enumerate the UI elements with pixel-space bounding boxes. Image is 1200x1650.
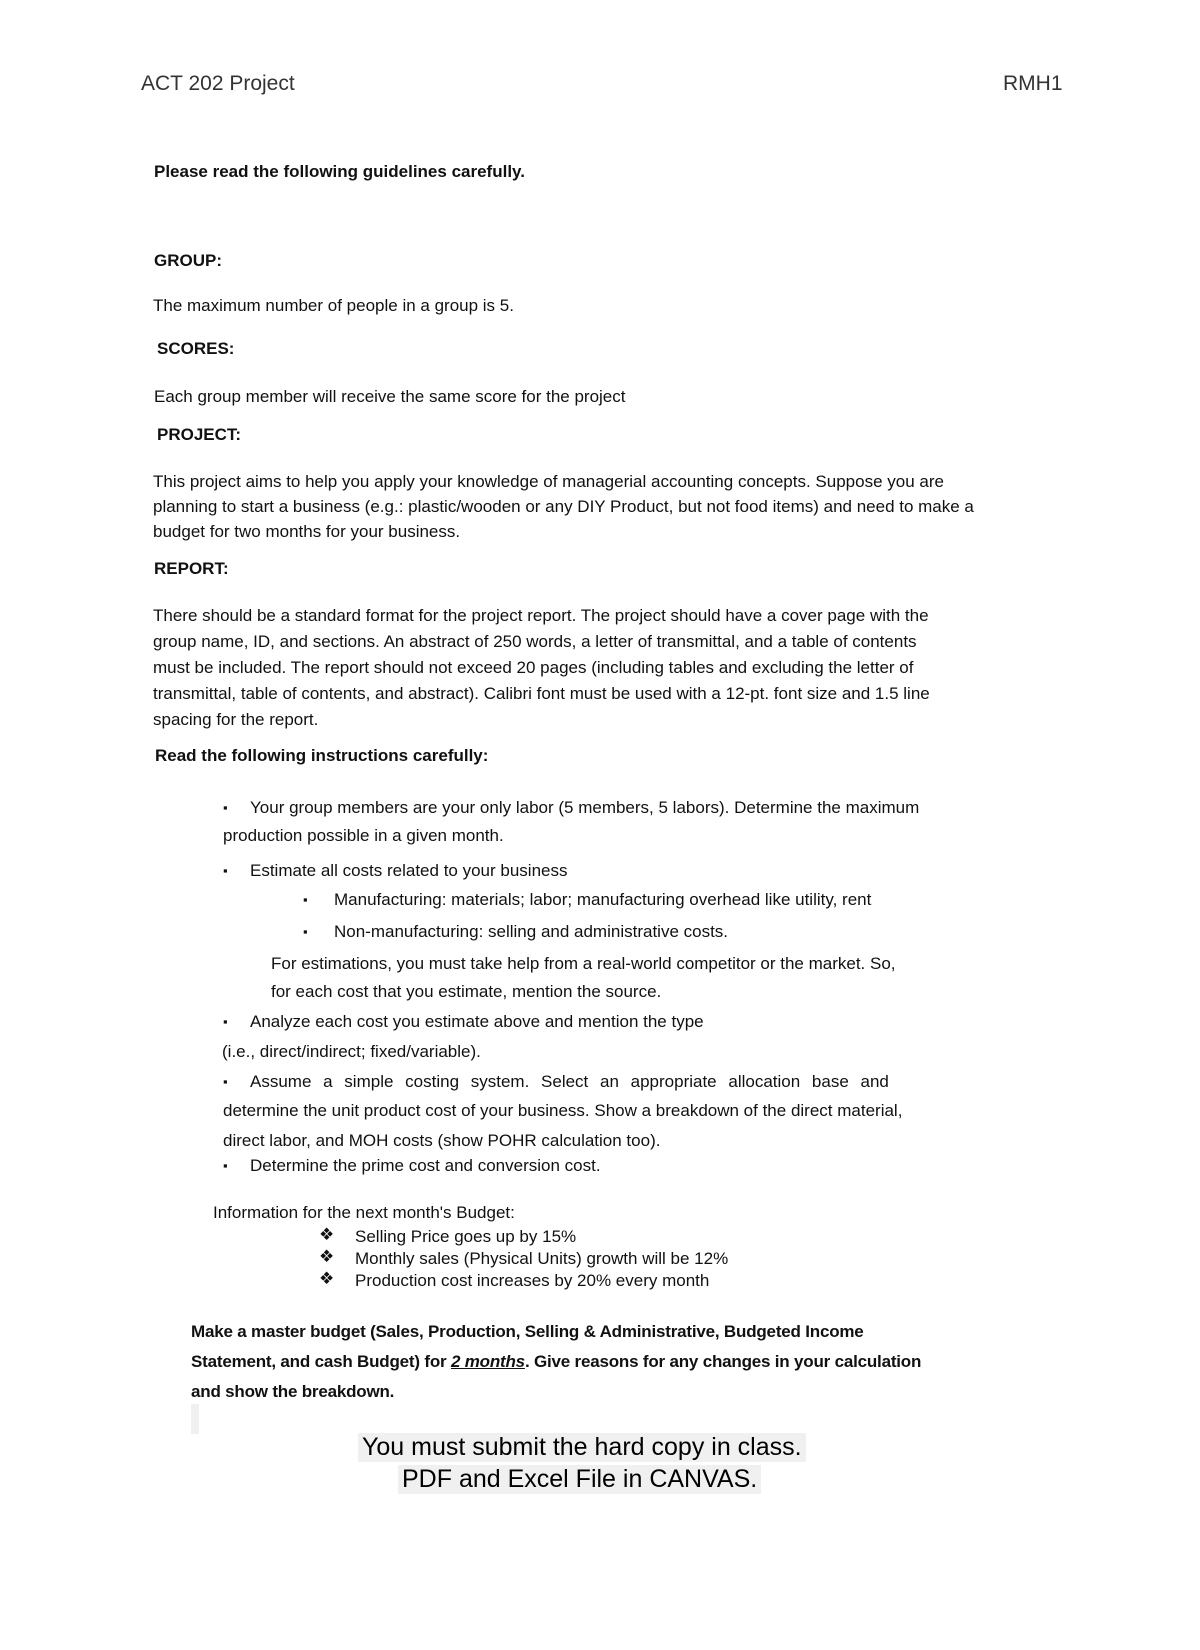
header-code: RMH1: [1003, 72, 1063, 95]
square-bullet-icon: ▪: [223, 800, 228, 815]
project-line: planning to start a business (e.g.: plastic/wooden or any DIY Product, but not food items) and need to make a: [153, 497, 974, 516]
instruction-b3-cont: (i.e., direct/indirect; fixed/variable).: [222, 1042, 481, 1061]
project-heading: PROJECT:: [157, 425, 242, 444]
instruction-sub2: Non-manufacturing: selling and administrative costs.: [334, 922, 729, 941]
report-line: group name, ID, and sections. An abstract of 250 words, a letter of transmittal, and a table of contents: [153, 632, 917, 651]
diamond-bullet-icon: ❖: [319, 1225, 335, 1244]
instruction-b2: Estimate all costs related to your business: [250, 861, 568, 880]
master-budget-line: and show the breakdown.: [191, 1382, 395, 1401]
report-line: transmittal, table of contents, and abstract). Calibri font must be used with a 12-pt. font size and 1.5 line: [153, 684, 930, 703]
instruction-b1: Your group members are your only labor (5 members, 5 labors). Determine the maximum: [250, 798, 920, 817]
square-bullet-icon: ▪: [303, 924, 308, 939]
instruction-b1-cont: production possible in a given month.: [223, 826, 504, 845]
master-budget-text: Statement, and cash Budget) for: [191, 1352, 451, 1371]
scores-text: Each group member will receive the same score for the project: [154, 387, 626, 406]
group-text: The maximum number of people in a group is 5.: [153, 296, 514, 315]
submit-notice-line1: You must submit the hard copy in class.: [358, 1433, 806, 1462]
master-budget-text: . Give reasons for any changes in your calculation: [524, 1352, 922, 1371]
project-line: budget for two months for your business.: [153, 522, 461, 541]
scores-heading: SCORES:: [157, 339, 235, 358]
diamond-bullet-icon: ❖: [319, 1269, 335, 1288]
instruction-b4-cont: direct labor, and MOH costs (show POHR calculation too).: [223, 1131, 661, 1150]
intro-text: Please read the following guidelines carefully.: [154, 162, 525, 181]
next-month-heading: Information for the next month's Budget:: [213, 1203, 515, 1222]
report-line: must be included. The report should not exceed 20 pages (including tables and excluding the letter of: [153, 658, 914, 677]
instruction-b4: Assume a simple costing system. Select an appropriate allocation base and: [250, 1072, 889, 1091]
square-bullet-icon: ▪: [223, 1014, 228, 1029]
next-month-item: Selling Price goes up by 15%: [355, 1227, 577, 1246]
report-heading: REPORT:: [154, 559, 229, 578]
submit-notice-line2: PDF and Excel File in CANVAS.: [398, 1465, 761, 1494]
instruction-note: For estimations, you must take help from a real-world competitor or the market. So,: [271, 954, 896, 973]
instruction-sub1: Manufacturing: materials; labor; manufacturing overhead like utility, rent: [334, 890, 872, 909]
group-heading: GROUP:: [154, 251, 222, 270]
report-line: spacing for the report.: [153, 710, 319, 729]
instruction-b5: Determine the prime cost and conversion cost.: [250, 1156, 601, 1175]
square-bullet-icon: ▪: [223, 1074, 228, 1089]
instruction-b3: Analyze each cost you estimate above and mention the type: [250, 1012, 704, 1031]
diamond-bullet-icon: ❖: [319, 1247, 335, 1266]
square-bullet-icon: ▪: [303, 892, 308, 907]
instruction-b4-cont: determine the unit product cost of your business. Show a breakdown of the direct material,: [223, 1101, 903, 1120]
next-month-item: Monthly sales (Physical Units) growth will be 12%: [355, 1249, 729, 1268]
square-bullet-icon: ▪: [223, 1158, 228, 1173]
highlight-mark: [191, 1404, 199, 1434]
master-budget-line: [191, 1352, 921, 1372]
report-line: There should be a standard format for the project report. The project should have a cover page with the: [153, 606, 929, 625]
next-month-item: Production cost increases by 20% every month: [355, 1271, 710, 1290]
header-title: ACT 202 Project: [141, 72, 295, 95]
master-budget-emphasis: 2 months: [450, 1352, 525, 1371]
square-bullet-icon: ▪: [223, 863, 228, 878]
instructions-heading: Read the following instructions carefully:: [155, 746, 489, 765]
master-budget-line: Make a master budget (Sales, Production, Selling & Administrative, Budgeted Income: [191, 1322, 864, 1341]
instruction-note-cont: for each cost that you estimate, mention the source.: [271, 982, 662, 1001]
project-line: This project aims to help you apply your knowledge of managerial accounting concepts. Suppose you are: [153, 472, 944, 491]
